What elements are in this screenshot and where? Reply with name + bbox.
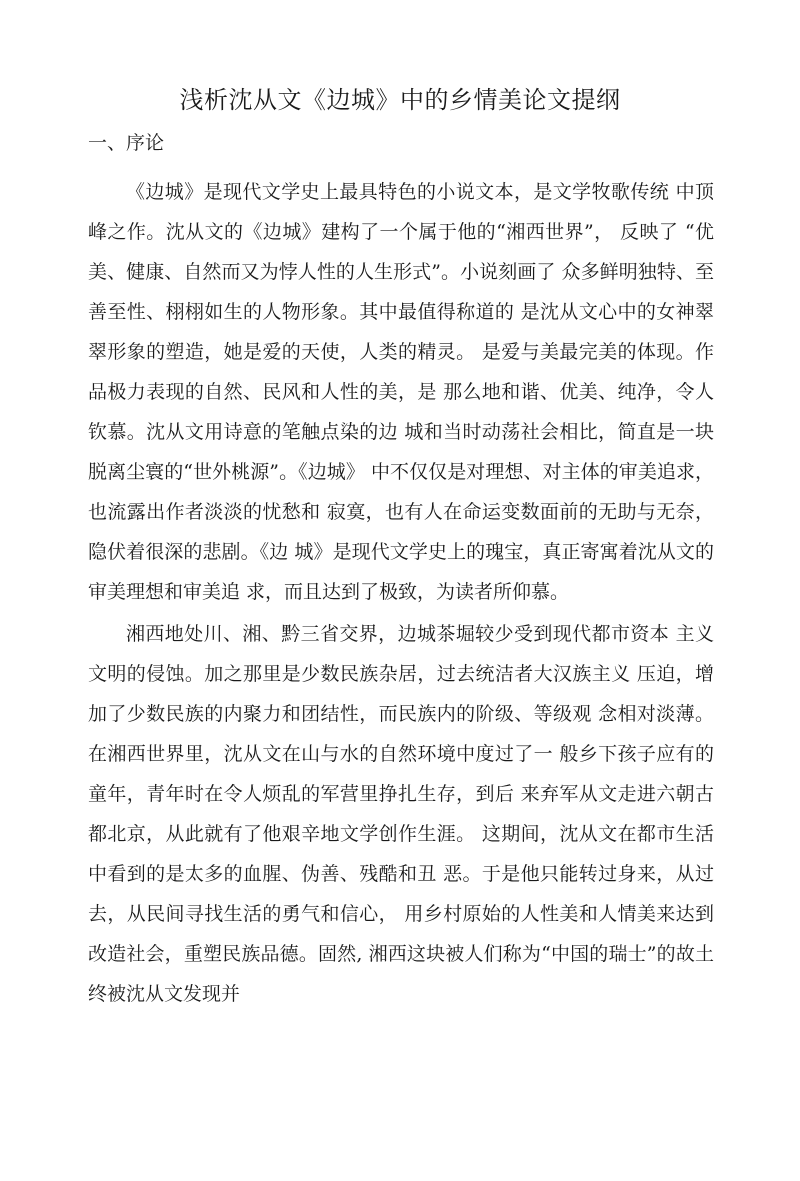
section-heading-introduction: 一、序论 xyxy=(88,132,165,154)
body-text xyxy=(88,172,714,1014)
paragraph-2: 湘西地处川、湘、黔三省交界，边城茶堀较少受到现代都市资本 主义文明的侵蚀。加之那里是少数民族杂居，过去统洁者大汉族主义 压迫，增加了少数民族的内聚力和团结性，而民族内的阶级、等级观 念相对淡薄。在湘西世界里，沈从文在山与水的自然环境中度过了一 般乡下孩子应有的童年，青年时在令人烦乱的军营里挣扎生存，到后 来弃军从文走进六朝古都北京，从此就有了他艰辛地文学创作生涯。 这期间，沈从文在都市生活中看到的是太多的血腥、伪善、残酷和丑 恶。于是他只能转过身来，从过去，从民间寻找生活的勇气和信心， 用乡村原始的人性美和人情美来达到改造社会，重塑民族品德。固然, 湘西这块被人们称为“中国的瑞士”的故土终被沈从文发现并 xyxy=(88,623,714,1005)
document-title: 浅析沈从文《边城》中的乡情美论文提纲 xyxy=(179,86,621,114)
paragraph-1: 《边城》是现代文学史上最具特色的小说文本，是文学牧歌传统 中顶峰之作。沈从文的《边城》建构了一个属于他的“湘西世界”， 反映了 “优美、健康、自然而又为悖人性的人生形式”。小说刻画了 众多鲜明独特、至善至性、栩栩如生的人物形象。其中最值得称道的 是沈从文心中的女神翠翠形象的塑造，她是爱的天使，人类的精灵。 是爱与美最完美的体现。作品极力表现的自然、民风和人性的美，是 那么地和谐、优美、纯净，令人钦慕。沈从文用诗意的笔触点染的边 城和当时动荡社会相比，简直是一块脱离尘寰的“世外桃源”。《边城》 中不仅仅是对理想、对主体的审美追求，也流露出作者淡淡的忧愁和 寂寞，也有人在命运变数面前的无助与无奈，隐伏着很深的悲剧。《边 城》是现代文学史上的瑰宝，真正寄寓着沈从文的审美理想和审美追 求，而且达到了极致，为读者所仰慕。 xyxy=(88,181,714,603)
